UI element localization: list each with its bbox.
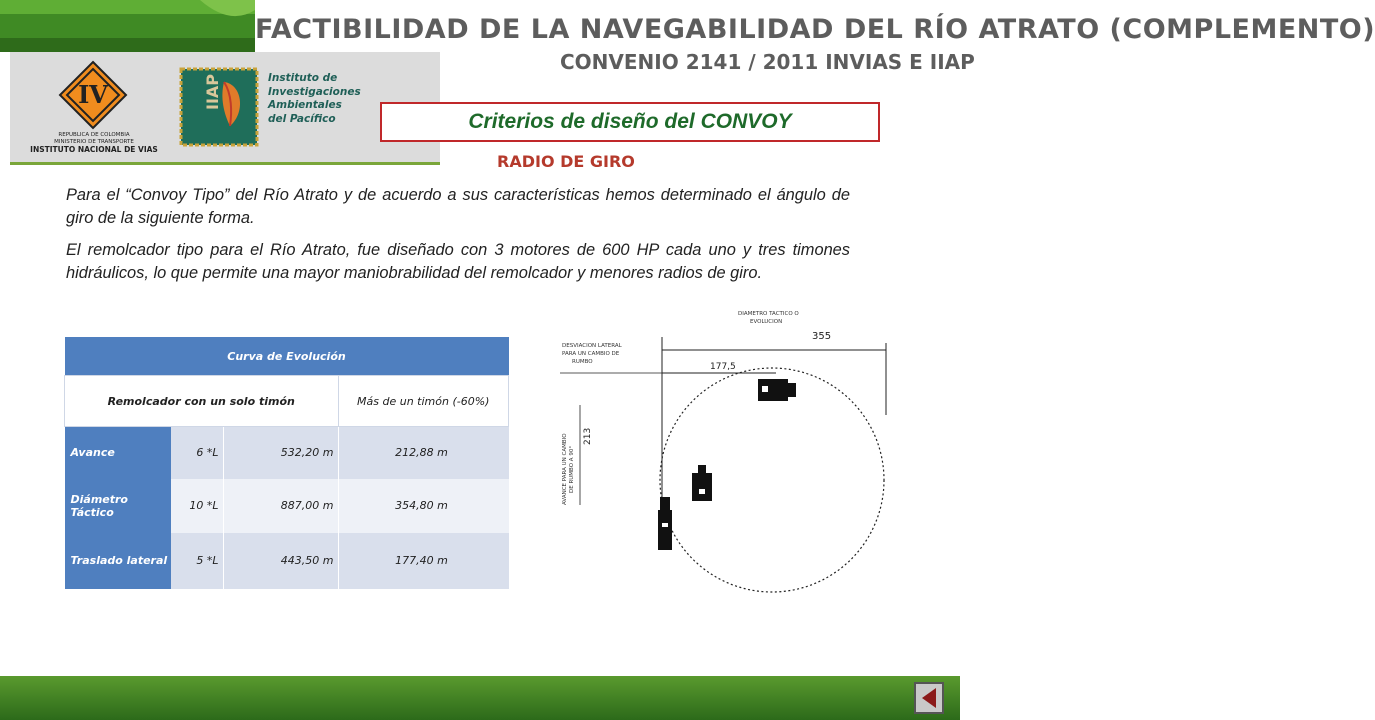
- table-row: [65, 479, 509, 533]
- header-green-band: [0, 0, 255, 52]
- row-single-value: 532,20 m: [223, 427, 338, 479]
- row-factor: 6 *L: [171, 427, 224, 479]
- row-single-value: 443,50 m: [223, 533, 338, 589]
- row-multi-value: 354,80 m: [395, 499, 448, 512]
- label-tactical-1: DIAMETRO TACTICO O: [738, 311, 799, 317]
- invias-line3: INSTITUTO NACIONAL DE VIAS: [30, 145, 158, 154]
- back-arrow-icon: [916, 684, 942, 712]
- svg-text:IIAP: IIAP: [203, 73, 222, 110]
- col-header-multi-rudder: Más de un timón (-60%): [338, 376, 509, 427]
- header-subtitle: CONVENIO 2141 / 2011 INVIAS E IIAP: [560, 50, 975, 74]
- advance-value: 213: [583, 427, 593, 445]
- row-label: Diámetro Táctico: [65, 479, 171, 533]
- row-factor: 10 *L: [171, 479, 224, 533]
- header-title: FACTIBILIDAD DE LA NAVEGABILIDAD DEL RÍO ATRATO (COMPLEMENTO): [255, 14, 1375, 45]
- invias-logo-icon: [58, 60, 128, 130]
- paragraph-tugboat: El remolcador tipo para el Río Atrato, fue diseñado con 3 motores de 600 HP cada uno y tres timones hidráulicos, lo que permite una mayor maniobrabilidad del remolcador y menores radios de giro.: [66, 241, 850, 282]
- label-tactical-2: EVOLUCION: [750, 319, 783, 325]
- table-title: Curva de Evolución: [65, 337, 509, 376]
- paragraph-intro: Para el “Convoy Tipo” del Río Atrato y de acuerdo a sus características hemos determinado el ángulo de giro de la siguiente forma.: [66, 186, 850, 227]
- invias-line2: MINISTERIO DE TRANSPORTE: [54, 138, 134, 145]
- convoy-icon: [692, 465, 712, 501]
- iiap-line1: Instituto de: [268, 72, 338, 84]
- row-factor: 5 *L: [171, 533, 224, 589]
- col-header-single-rudder: Remolcador con un solo timón: [65, 376, 339, 427]
- row-label: Avance: [65, 427, 171, 479]
- iiap-line4: del Pacífico: [268, 112, 336, 125]
- tactical-value: 355: [812, 331, 832, 342]
- evolution-table: [64, 337, 509, 589]
- label-lateral-1: DESVIACION LATERAL: [562, 343, 622, 349]
- convoy-icon: [658, 497, 672, 550]
- row-multi-value: 177,40 m: [395, 554, 448, 567]
- section-title: RADIO DE GIRO: [497, 152, 635, 171]
- label-advance-2: DE RUMBO A 90°: [569, 445, 575, 493]
- prev-slide-button[interactable]: [914, 682, 944, 714]
- label-lateral-2: PARA UN CAMBIO DE: [562, 351, 620, 357]
- row-single-value: 887,00 m: [223, 479, 338, 533]
- turning-radius-diagram: [550, 305, 900, 575]
- iiap-logo-icon: [180, 68, 258, 146]
- logo-panel: [10, 52, 440, 165]
- svg-text:IV: IV: [78, 80, 108, 109]
- criteria-title: Criterios de diseño del CONVOY: [468, 110, 792, 133]
- label-advance-1: AVANCE PARA UN CAMBIO: [562, 433, 568, 505]
- iiap-line3: Ambientales: [268, 99, 342, 111]
- convoy-icon: [758, 379, 796, 401]
- criteria-title-box: [380, 102, 880, 142]
- footer-bar: [0, 676, 960, 720]
- table-row: [65, 427, 509, 479]
- row-multi-value: 212,88 m: [395, 446, 448, 460]
- label-lateral-3: RUMBO: [572, 359, 593, 365]
- invias-line1: REPUBLICA DE COLOMBIA: [58, 132, 130, 138]
- table-row: [65, 533, 509, 589]
- iiap-line2: Investigaciones: [268, 85, 361, 98]
- row-label: Traslado lateral: [65, 533, 171, 589]
- lateral-value: 177,5: [710, 362, 736, 372]
